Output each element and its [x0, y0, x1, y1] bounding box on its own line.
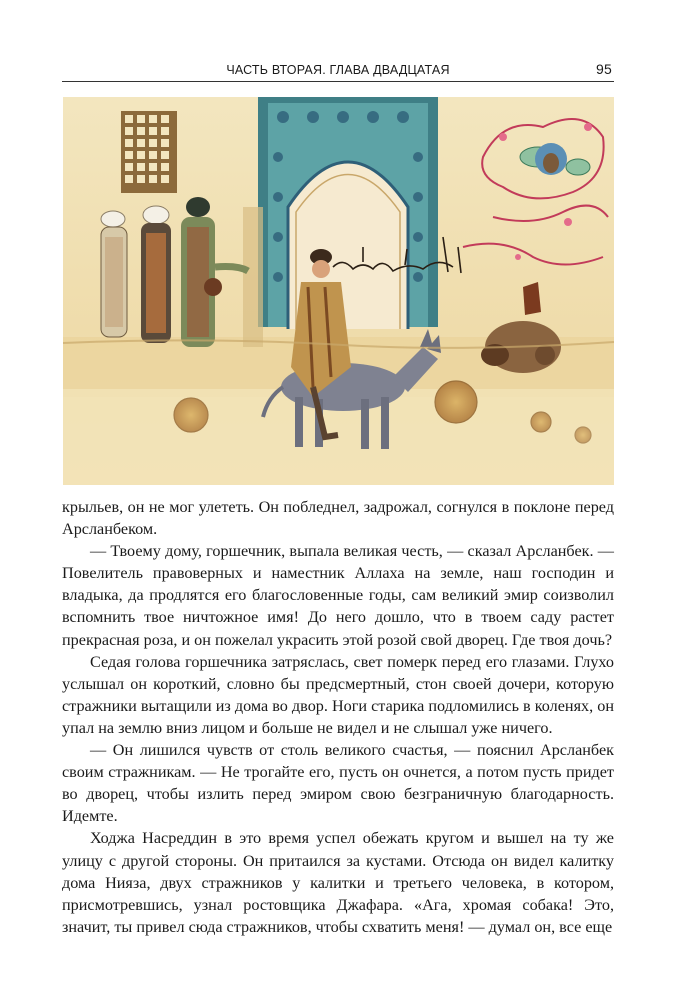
- paragraph-5: Ходжа Насреддин в это время успел обежать кругом и вышел на ту же улицу с другой стороны. Он притаился за кустами. Отсюда он видел калитку дома Нияза, двух стражников у калитки и третьего человека, в котором, присмотревшись, узнал ростовщика Джафара. «Ага, хромая собака! Это, значит, ты привел сюда стражников, чтобы схватить меня! — думал он, все еще: [62, 829, 614, 936]
- paragraph-4: — Он лишился чувств от столь великого счастья, — пояснил Арсланбек своим стражникам. — Не трогайте его, пусть он очнется, а потом пусть придет во дворец, чтобы излить перед эмиром свою безграничную благодарность. Идемте.: [62, 741, 614, 826]
- paragraph-2: — Твоему дому, горшечник, выпала великая честь, — сказал Арсланбек. — Повелитель правоверных и наместник Аллаха на земле, наш господин и владыка, да продлятся его благословенные годы, сам великий эмир соизволил вспомнить твое ничтожное имя! До него дошло, что в твоем саду растет прекрасная роза, и он пожелал украсить этой розой свой дворец. Где твоя дочь?: [62, 542, 614, 649]
- running-title: ЧАСТЬ ВТОРАЯ. ГЛАВА ДВАДЦАТАЯ: [226, 63, 450, 77]
- paragraph-1: крыльев, он не мог улететь. Он побледнел, задрожал, согнулся в поклоне перед Арсланбеком.: [62, 498, 614, 539]
- running-header: [62, 58, 614, 82]
- lattice-window: [121, 111, 177, 193]
- page-number: 95: [596, 61, 612, 77]
- tiled-portal-arch: [258, 97, 438, 329]
- header-rule: [62, 81, 614, 82]
- paragraph-3: Седая голова горшечника затряслась, свет померк перед его глазами. Глухо услышал он короткий, словно бы предсмертный, стон своей дочери, которую стражники вытащили из дома во двор. Ноги старика подломились в коленях, он упал на землю вниз лицом и больше не видел и не слышал уже ничего.: [62, 652, 614, 737]
- book-illustration: [63, 97, 614, 485]
- watercolor-street-scene: [63, 97, 614, 485]
- veiled-woman-medallion: [535, 143, 567, 175]
- body-text: [62, 496, 614, 938]
